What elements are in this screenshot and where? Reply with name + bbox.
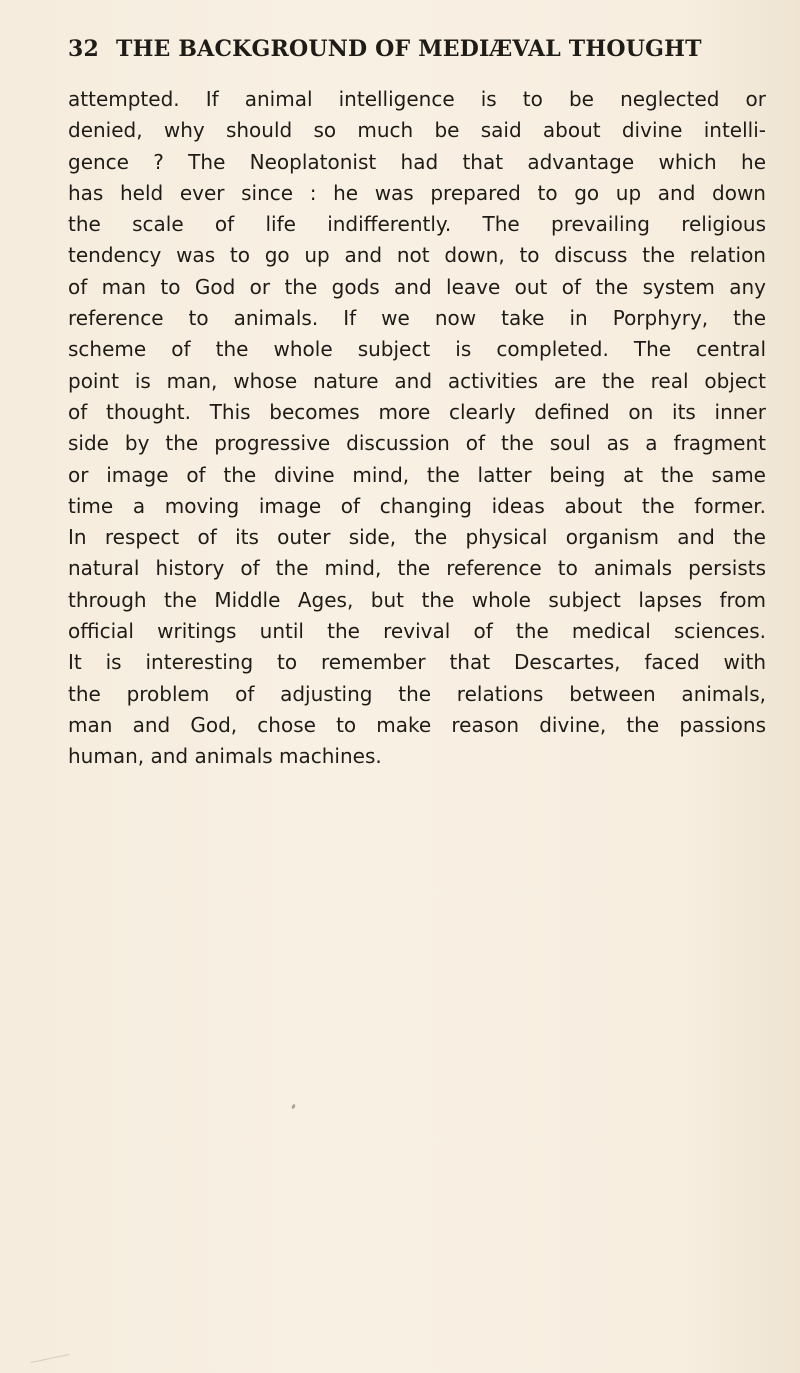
text-line: man and God, chose to make reason divine, the passions bbox=[68, 712, 766, 737]
page-number: 32 bbox=[68, 36, 100, 62]
body-text bbox=[68, 84, 766, 773]
text-line: point is man, whose nature and activities are the real object bbox=[68, 368, 766, 393]
text-line: reference to animals. If we now take in Porphyry, the bbox=[68, 306, 766, 331]
text-line: through the Middle Ages, but the whole subject lapses from bbox=[68, 587, 766, 612]
text-line: official writings until the revival of the medical sciences. bbox=[68, 619, 766, 644]
text-line: denied, why should so much be said about divine intelli- bbox=[68, 118, 766, 143]
text-line: In respect of its outer side, the physical organism and the bbox=[68, 525, 766, 550]
text-line: has held ever since : he was prepared to go up and down bbox=[68, 180, 766, 205]
text-line: natural history of the mind, the reference to animals persists bbox=[68, 556, 766, 581]
text-line: the scale of life indifferently. The prevailing religious bbox=[68, 212, 766, 237]
text-line: of man to God or the gods and leave out of the system any bbox=[68, 274, 766, 299]
paper-speck bbox=[291, 1104, 296, 1110]
text-line: It is interesting to remember that Descartes, faced with bbox=[68, 650, 766, 675]
text-line: of thought. This becomes more clearly defined on its inner bbox=[68, 399, 766, 424]
text-line: time a moving image of changing ideas about the former. bbox=[68, 493, 766, 518]
page-header bbox=[68, 36, 768, 72]
text-line: attempted. If animal intelligence is to be neglected or bbox=[68, 87, 766, 111]
text-line: tendency was to go up and not down, to discuss the relation bbox=[68, 243, 766, 268]
text-line: the problem of adjusting the relations between animals, bbox=[68, 681, 766, 706]
text-line: side by the progressive discussion of the soul as a fragment bbox=[68, 431, 766, 456]
text-line: human, and animals machines. bbox=[68, 744, 382, 769]
running-head: THE BACKGROUND OF MEDIÆVAL THOUGHT bbox=[116, 36, 702, 62]
paper-crease bbox=[30, 1354, 69, 1363]
text-line: scheme of the whole subject is completed. The central bbox=[68, 337, 766, 362]
text-line: or image of the divine mind, the latter being at the same bbox=[68, 462, 766, 487]
text-line: gence ? The Neoplatonist had that advantage which he bbox=[68, 149, 766, 174]
